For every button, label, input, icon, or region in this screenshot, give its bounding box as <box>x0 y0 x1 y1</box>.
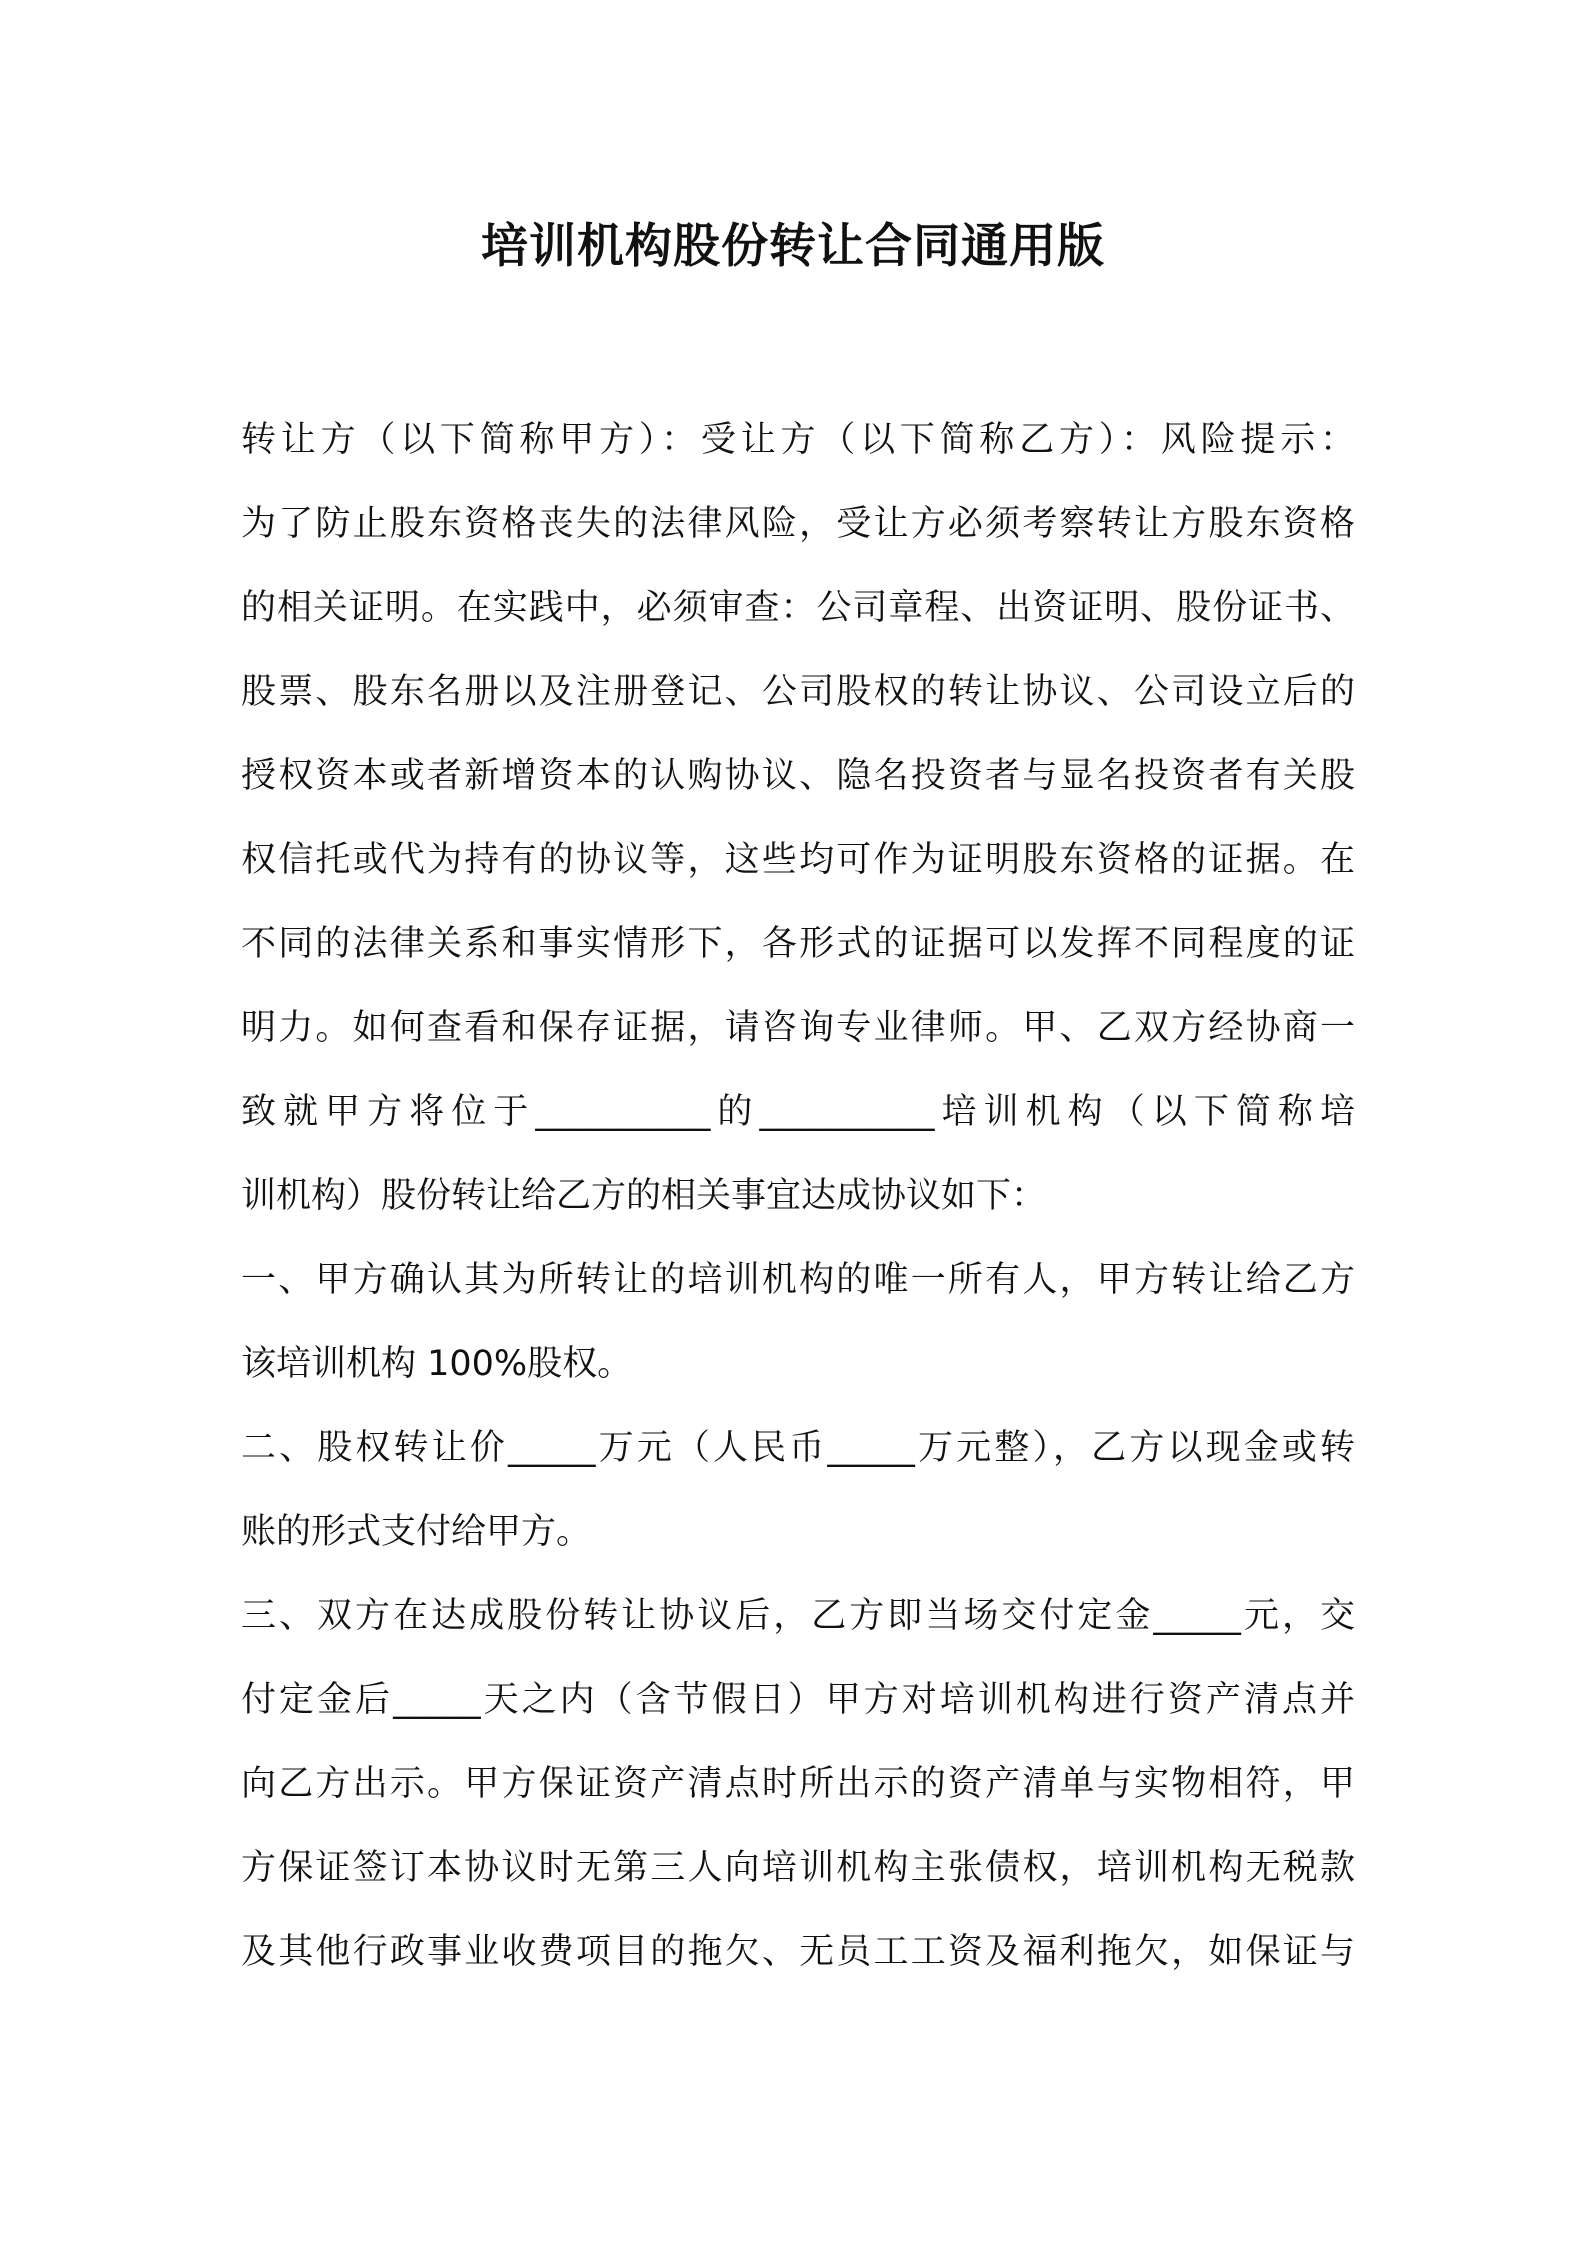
clause-1-line: 该培训机构 100%股权。 <box>241 1344 633 1384</box>
clause-2-line: 账的形式支付给甲方。 <box>241 1512 592 1552</box>
clause-3-line: 三、双方在达成股份转让协议后，乙方即当场交付定金_____元，交 <box>241 1596 1355 1636</box>
clause-3-line: 付定金后_____天之内（含节假日）甲方对培训机构进行资产清点并 <box>241 1680 1355 1720</box>
clause-3-line: 方保证签订本协议时无第三人向培训机构主张债权，培训机构无税款 <box>241 1848 1355 1888</box>
paragraph-line: 明力。如何查看和保存证据，请咨询专业律师。甲、乙双方经协商一 <box>241 1008 1355 1048</box>
paragraph-line: 致就甲方将位于__________的__________培训机构（以下简称培 <box>241 1092 1355 1132</box>
document-body <box>241 398 1355 1994</box>
paragraph-line: 为了防止股东资格丧失的法律风险，受让方必须考察转让方股东资格 <box>241 504 1355 544</box>
paragraph-line: 授权资本或者新增资本的认购协议、隐名投资者与显名投资者有关股 <box>241 756 1355 796</box>
paragraph-line: 的相关证明。在实践中，必须审查：公司章程、出资证明、股份证书、 <box>241 588 1355 628</box>
document-title: 培训机构股份转让合同通用版 <box>481 219 1105 274</box>
clause-3-line: 及其他行政事业收费项目的拖欠、无员工工资及福利拖欠，如保证与 <box>241 1932 1355 1972</box>
clause-2-line: 二、股权转让价_____万元（人民币_____万元整），乙方以现金或转 <box>241 1428 1355 1468</box>
clause-1-line: 一、甲方确认其为所转让的培训机构的唯一所有人，甲方转让给乙方 <box>241 1260 1355 1300</box>
paragraph-line: 权信托或代为持有的协议等，这些均可作为证明股东资格的证据。在 <box>241 840 1355 880</box>
paragraph-line: 转让方（以下简称甲方）：受让方（以下简称乙方）：风险提示： <box>241 420 1355 460</box>
clause-3-line: 向乙方出示。甲方保证资产清点时所出示的资产清单与实物相符，甲 <box>241 1764 1355 1804</box>
paragraph-line: 训机构）股份转让给乙方的相关事宜达成协议如下： <box>241 1176 1047 1216</box>
paragraph-line: 股票、股东名册以及注册登记、公司股权的转让协议、公司设立后的 <box>241 672 1355 712</box>
paragraph-line: 不同的法律关系和事实情形下，各形式的证据可以发挥不同程度的证 <box>241 924 1355 964</box>
